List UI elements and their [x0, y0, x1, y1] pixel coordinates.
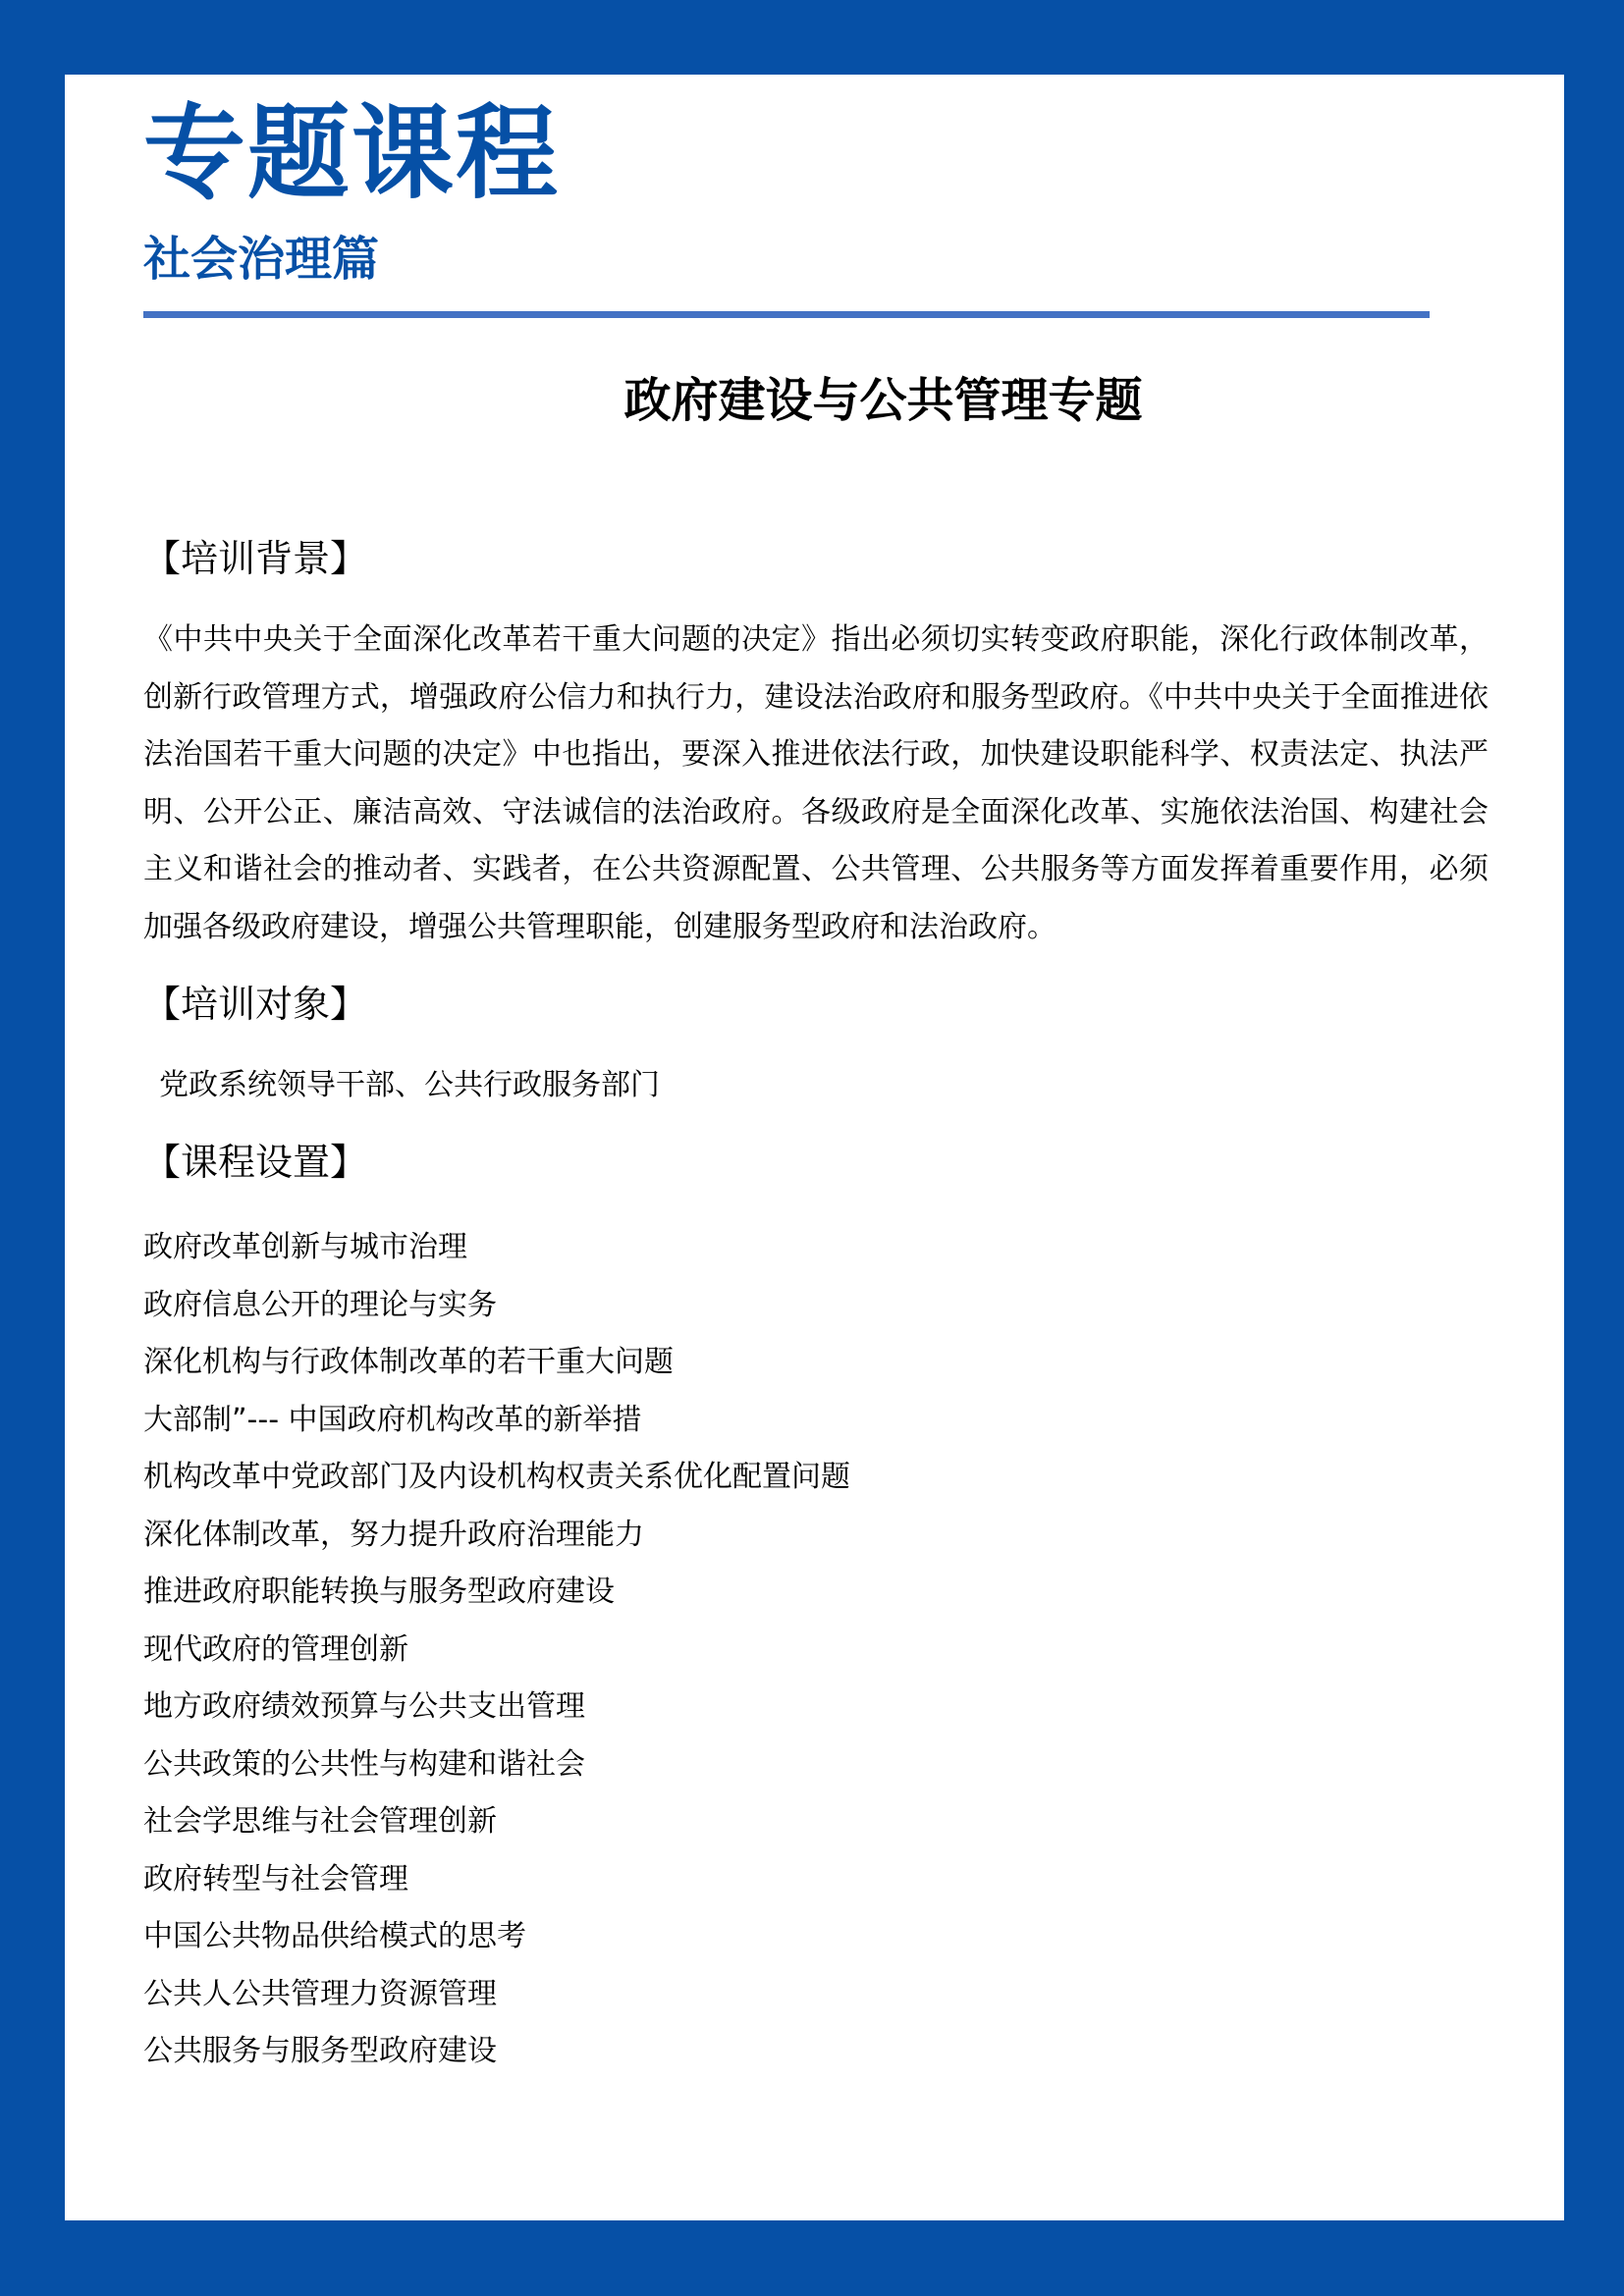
course-item: 机构改革中党政部门及内设机构权责关系优化配置问题 — [143, 1460, 850, 1494]
main-title: 专题课程 — [143, 93, 561, 213]
section-heading-background: 【培训背景】 — [143, 537, 368, 580]
course-item: 地方政府绩效预算与公共支出管理 — [143, 1689, 585, 1724]
course-item: 政府信息公开的理论与实务 — [143, 1287, 497, 1322]
course-item: 现代政府的管理创新 — [143, 1631, 408, 1667]
course-item: 公共政策的公共性与构建和谐社会 — [143, 1746, 585, 1782]
section-heading-courses: 【课程设置】 — [143, 1141, 368, 1184]
background-paragraph: 《中共中央关于全面深化改革若干重大问题的决定》指出必须切实转变政府职能，深化行政体制改革，创新行政管理方式，增强政府公信力和执行力，建设法治政府和服务型政府。《中共中央关于全面推进依法治国若干重大问题的决定》中也指出，要深入推进依法行政，加快建设职能科学、权责法定、执法严明、公开公正、廉洁高效、守法诚信的法治政府。各级政府是全面深化改革、实施依法治国、构建社会主义和谐社会的推动者、实践者，在公共资源配置、公共管理、公共服务等方面发挥着重要作用，必须加强各级政府建设，增强公共管理职能，创建服务型政府和法治政府。 — [143, 622, 1489, 944]
audience-text: 党政系统领导干部、公共行政服务部门 — [159, 1068, 660, 1102]
course-item: 深化体制改革，努力提升政府治理能力 — [143, 1517, 644, 1552]
sub-title: 社会治理篇 — [143, 232, 380, 287]
section-heading-audience: 【培训对象】 — [143, 983, 368, 1026]
document-page — [65, 75, 1564, 2220]
course-item: 社会学思维与社会管理创新 — [143, 1804, 497, 1839]
course-item: 大部制”--- 中国政府机构改革的新举措 — [143, 1402, 642, 1437]
course-item: 公共服务与服务型政府建设 — [143, 2034, 497, 2068]
course-item: 公共人公共管理力资源管理 — [143, 1976, 497, 2011]
page-header — [143, 94, 1430, 289]
document-title: 政府建设与公共管理专题 — [623, 373, 1143, 428]
course-item: 深化机构与行政体制改革的若干重大问题 — [143, 1345, 674, 1379]
course-list — [143, 1219, 850, 2081]
course-item: 政府转型与社会管理 — [143, 1861, 408, 1896]
course-item: 中国公共物品供给模式的思考 — [143, 1919, 526, 1953]
course-item: 推进政府职能转换与服务型政府建设 — [143, 1575, 615, 1609]
header-divider — [143, 311, 1430, 318]
course-item: 政府改革创新与城市治理 — [143, 1230, 467, 1264]
